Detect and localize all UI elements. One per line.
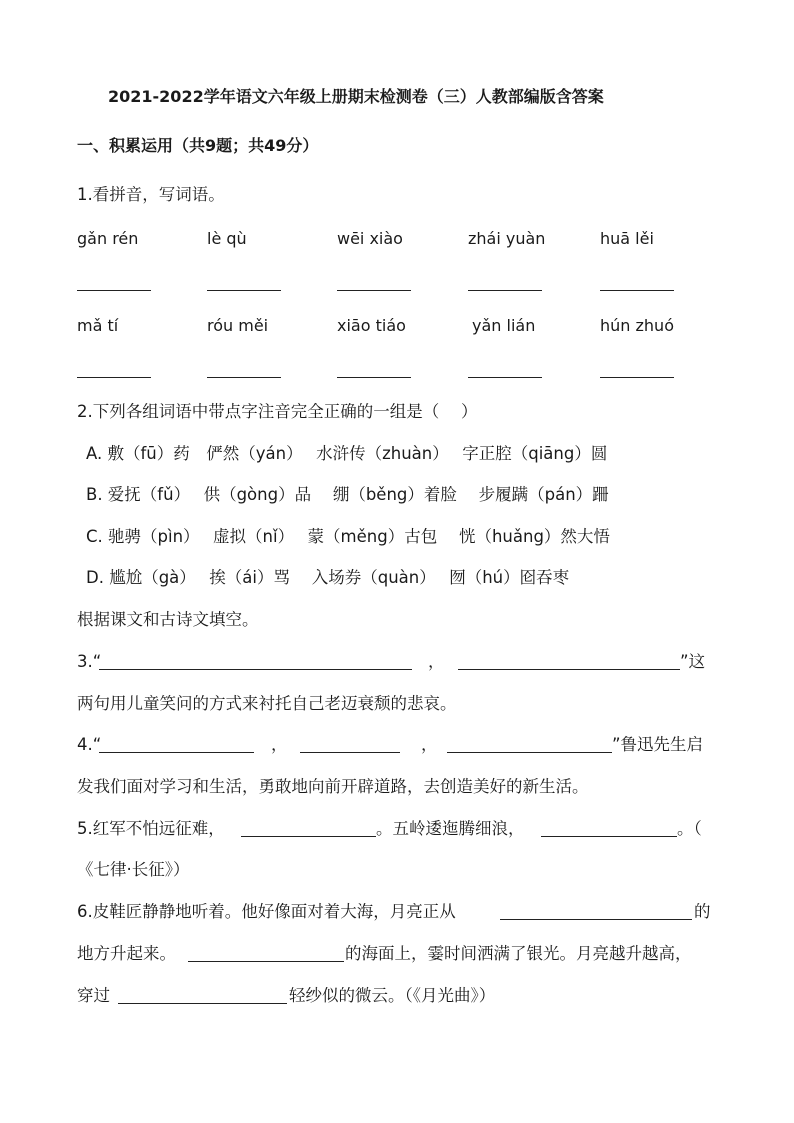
pinyin-item: mǎ tí bbox=[77, 316, 119, 335]
punctuation: ， bbox=[271, 735, 288, 754]
answer-blank[interactable] bbox=[447, 752, 612, 753]
answer-blank[interactable] bbox=[99, 752, 254, 753]
pinyin-item: wēi xiào bbox=[337, 229, 403, 248]
pinyin-item: zhái yuàn bbox=[468, 229, 546, 248]
question-3-prefix: 3.“ bbox=[77, 652, 102, 671]
pinyin-item: gǎn rén bbox=[77, 229, 139, 248]
choice-option-c[interactable]: C. 驰骋（pìn） 虚拟（nǐ） 蒙（měng）古包 恍（huǎng）然大悟 bbox=[86, 527, 610, 546]
question-3-continuation: 两句用儿童笑问的方式来衬托自己老迈衰颓的悲哀。 bbox=[77, 694, 457, 713]
pinyin-item: lè qù bbox=[207, 229, 247, 248]
answer-blank[interactable] bbox=[500, 919, 692, 920]
pinyin-item: xiāo tiáo bbox=[337, 316, 406, 335]
choice-option-a[interactable]: A. 敷（fū）药 俨然（yán） 水浒传（zhuàn） 字正腔（qiāng）圆 bbox=[86, 444, 608, 463]
question-6-line3-tail: 轻纱似的微云。（《月光曲》） bbox=[289, 986, 496, 1005]
question-5-middle: 。五岭逶迤腾细浪， bbox=[376, 819, 525, 838]
answer-blank[interactable] bbox=[337, 377, 411, 378]
question-6-line2-prefix: 地方升起来。 bbox=[77, 944, 176, 963]
question-4-tail: ”鲁迅先生启 bbox=[612, 735, 704, 754]
answer-blank[interactable] bbox=[77, 290, 151, 291]
answer-blank[interactable] bbox=[337, 290, 411, 291]
answer-blank[interactable] bbox=[241, 836, 376, 837]
question-4-prefix: 4.“ bbox=[77, 735, 102, 754]
punctuation: ， bbox=[428, 652, 445, 671]
question-6-prefix: 6.皮鞋匠静静地听着。他好像面对着大海，月亮正从 bbox=[77, 902, 456, 921]
choice-option-d[interactable]: D. 尴尬（gà） 挨（ái）骂 入场券（quàn） 囫（hú）囵吞枣 bbox=[86, 568, 570, 587]
document-title: 2021-2022学年语文六年级上册期末检测卷（三）人教部编版含答案 bbox=[108, 87, 604, 106]
answer-blank[interactable] bbox=[541, 836, 677, 837]
answer-blank[interactable] bbox=[207, 290, 281, 291]
answer-blank[interactable] bbox=[207, 377, 281, 378]
pinyin-item: róu měi bbox=[207, 316, 269, 335]
punctuation: ， bbox=[421, 735, 438, 754]
question-5-end: 。（ bbox=[677, 819, 702, 838]
answer-blank[interactable] bbox=[600, 290, 674, 291]
answer-blank[interactable] bbox=[468, 377, 542, 378]
choice-option-b[interactable]: B. 爱抚（fǔ） 供（gòng）品 绷（běng）着脸 步履蹒（pán）跚 bbox=[86, 485, 609, 504]
answer-blank[interactable] bbox=[300, 752, 400, 753]
question-5-source: 《七律·长征》） bbox=[77, 860, 190, 879]
pinyin-item: yǎn lián bbox=[472, 316, 536, 335]
pinyin-item: hún zhuó bbox=[600, 316, 674, 335]
question-4-continuation: 发我们面对学习和生活，勇敢地向前开辟道路，去创造美好的新生活。 bbox=[77, 777, 589, 796]
answer-blank[interactable] bbox=[458, 669, 680, 670]
question-6-line3-prefix: 穿过 bbox=[77, 986, 110, 1005]
section-heading: 一、积累运用（共9题；共49分） bbox=[77, 136, 319, 155]
pinyin-item: huā lěi bbox=[600, 229, 654, 248]
answer-blank[interactable] bbox=[77, 377, 151, 378]
question-6-line2-tail: 的海面上，霎时间洒满了银光。月亮越升越高， bbox=[345, 944, 692, 963]
answer-blank[interactable] bbox=[188, 961, 344, 962]
answer-blank[interactable] bbox=[600, 377, 674, 378]
question-2-stem: 2.下列各组词语中带点字注音完全正确的一组是（ ） bbox=[77, 402, 478, 421]
answer-blank[interactable] bbox=[118, 1003, 287, 1004]
fill-in-instruction: 根据课文和古诗文填空。 bbox=[77, 610, 259, 629]
question-6-tail: 的 bbox=[694, 902, 711, 921]
question-5-prefix: 5.红军不怕远征难， bbox=[77, 819, 225, 838]
answer-blank[interactable] bbox=[99, 669, 412, 670]
answer-blank[interactable] bbox=[468, 290, 542, 291]
question-1-stem: 1.看拼音，写词语。 bbox=[77, 185, 225, 204]
question-3-quote-end: ”这 bbox=[680, 652, 706, 671]
